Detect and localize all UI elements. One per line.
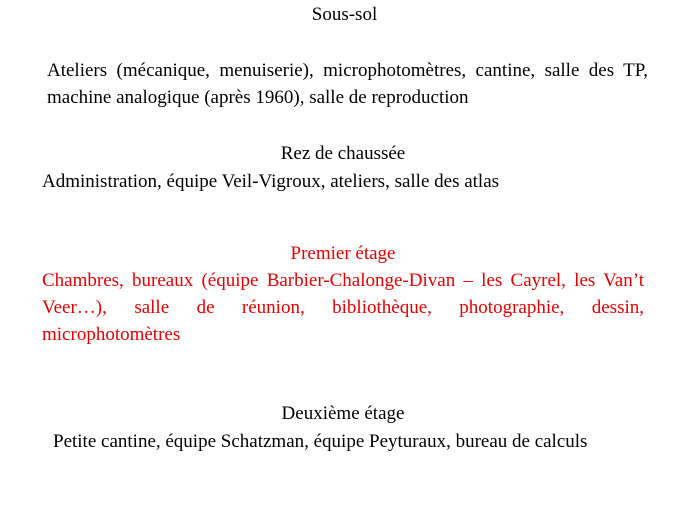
section-title-rez-de-chaussee: Rez de chaussée	[280, 143, 406, 164]
section-text-rez-de-chaussee: Administration, équipe Veil-Vigroux, ateliers, salle des atlas	[42, 171, 500, 192]
section-text-sous-sol: Ateliers (mécanique, menuiserie), microphotomètres, cantine, salle des TP, machine analogique (après 1960), salle de reproduction	[47, 60, 648, 108]
section-title-premier-etage: Premier étage	[290, 243, 396, 264]
section-text-deuxieme-etage: Petite cantine, équipe Schatzman, équipe Peyturaux, bureau de calculs	[53, 431, 588, 452]
section-title-deuxieme-etage: Deuxième étage	[281, 403, 405, 424]
section-title-sous-sol: Sous-sol	[311, 4, 378, 25]
section-text-premier-etage: Chambres, bureaux (équipe Barbier-Chalonge-Divan – les Cayrel, les Van’t Veer…), salle de réunion, bibliothèque, photographie, dessin, microphotomètres	[42, 270, 644, 345]
